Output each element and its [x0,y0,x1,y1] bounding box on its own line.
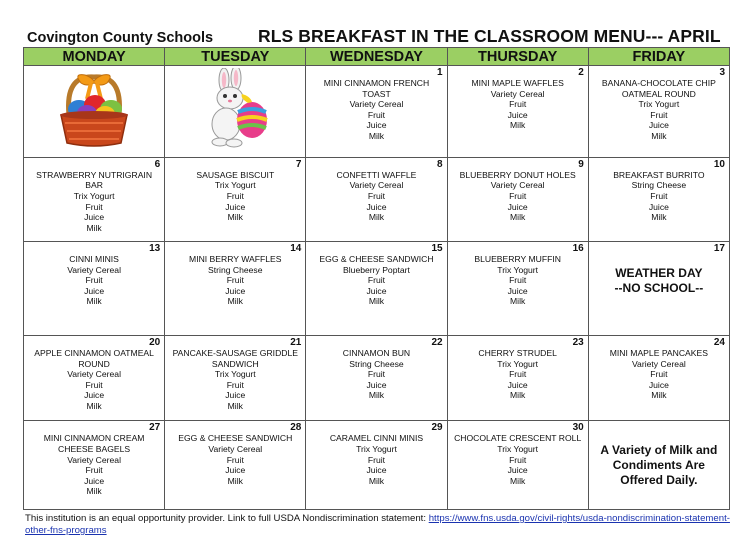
footer-text: This institution is an equal opportunity provider. Link to full USDA Nondiscrimination statement: [25,513,429,524]
menu-item: Variety Cereal [349,99,404,110]
menu-item: Fruit [226,454,244,465]
menu-item: Juice [648,201,669,212]
day-cell [306,421,447,510]
menu-item: Variety Cereal [67,369,121,380]
day-number: 15 [431,243,443,255]
menu-item: Milk [368,130,385,141]
day-cell [447,421,588,510]
menu-item: Fruit [509,99,527,110]
menu-item: Milk [368,212,385,223]
menu-items [306,421,446,486]
main-entree: SAUSAGE BISCUIT [196,169,275,180]
weekday-tuesday: TUESDAY [165,48,306,66]
menu-item: Juice [225,390,246,401]
menu-item: Milk [510,475,526,486]
day-cell [165,421,306,510]
day-cell [588,66,729,158]
day-cell [24,335,165,420]
menu-item: Fruit [85,275,103,286]
menu-item: Juice [225,285,246,296]
menu-item: Trix Yogurt [638,99,680,110]
main-entree: PANCAKE-SAUSAGE GRIDDLE SANDWICH [172,347,298,369]
day-cell [588,421,729,510]
menu-item: Trix Yogurt [356,443,397,454]
menu-item: Milk [651,390,667,401]
menu-items [448,421,588,486]
day-number: 10 [713,158,725,170]
menu-items [448,158,588,223]
main-entree: MINI BERRY WAFFLES [189,254,282,265]
menu-item: String Cheese [208,264,263,275]
menu-items [306,242,446,307]
menu-item: Fruit [367,109,386,120]
note-line: Offered Daily. [620,473,698,488]
menu-item: Juice [84,390,105,401]
weekday-monday: MONDAY [24,48,165,66]
menu-item: Fruit [367,454,386,465]
menu-item: Juice [507,379,528,390]
day-cell [165,335,306,420]
school-name: Covington County Schools [27,30,214,46]
easter-basket-image [24,66,164,149]
menu-item: Milk [86,486,102,497]
main-entree: BREAKFAST BURRITO [613,169,705,180]
menu-item: Juice [84,285,105,296]
weekday-header-row [24,48,730,66]
day-cell [165,242,306,336]
menu-item: Juice [507,109,528,120]
weather-day-notice [589,266,729,296]
menu-item: Variety Cereal [631,358,686,369]
day-number: 23 [572,336,584,348]
day-number: 1 [437,67,443,78]
menu-item: Milk [510,120,526,131]
menu-item: Variety Cereal [208,443,263,454]
menu-items [306,336,446,401]
week-row [24,157,730,241]
menu-items [24,158,164,234]
menu-items [24,242,164,307]
main-entree: BLUEBERRY MUFFIN [474,254,561,265]
main-entree: BLUEBERRY DONUT HOLES [459,169,576,180]
day-number: 14 [290,243,302,255]
menu-item: Juice [225,201,246,212]
menu-item: Fruit [509,190,527,201]
day-cell [447,335,588,420]
day-cell [306,66,447,158]
day-number: 3 [719,67,725,78]
menu-item: Milk [227,212,243,223]
menu-item: Milk [368,475,385,486]
day-cell [306,157,447,241]
notice-line: --NO SCHOOL-- [614,281,704,296]
menu-title: RLS BREAKFAST IN THE CLASSROOM MENU--- APRIL [258,26,721,46]
weekday-wednesday: WEDNESDAY [306,48,447,66]
menu-item: Trix Yogurt [497,358,539,369]
main-entree: MINI MAPLE WAFFLES [471,78,564,88]
milk-condiments-note [589,443,729,488]
main-entree: BANANA-CHOCOLATE CHIP OATMEAL ROUND [601,78,716,99]
menu-item: Milk [227,296,243,307]
main-entree: MINI CINNAMON FRENCH TOAST [323,78,430,99]
week-row [24,335,730,420]
menu-item: Variety Cereal [67,264,121,275]
menu-item: Milk [86,400,102,411]
menu-item: Fruit [85,201,103,212]
menu-item: Fruit [226,190,244,201]
menu-item: Fruit [367,369,386,380]
easter-bunny-image [165,66,305,150]
weekday-friday: FRIDAY [588,48,729,66]
menu-item: Juice [366,379,387,390]
day-cell [24,242,165,336]
day-number: 20 [149,336,161,348]
menu-item: Milk [368,390,385,401]
menu-items [448,242,588,307]
day-cell [447,157,588,241]
menu-item: Trix Yogurt [497,264,539,275]
menu-item: Juice [507,285,528,296]
menu-item: Fruit [509,454,527,465]
day-cell [306,335,447,420]
menu-items [165,336,305,412]
main-entree: CINNAMON BUN [342,347,411,358]
main-entree: CHOCOLATE CRESCENT ROLL [454,433,582,444]
menu-item: Juice [366,465,387,476]
main-entree: EGG & CHEESE SANDWICH [319,254,434,265]
menu-item: Juice [648,379,669,390]
main-entree: CARAMEL CINNI MINIS [329,433,424,444]
menu-items [589,336,729,401]
main-entree: CONFETTI WAFFLE [336,169,417,180]
main-entree: MINI CINNAMON CREAM CHEESE BAGELS [43,433,145,454]
menu-item: Milk [510,212,526,223]
menu-item: Milk [227,475,243,486]
weekday-thursday: THURSDAY [447,48,588,66]
menu-item: Trix Yogurt [497,443,539,454]
nondiscrimination-link[interactable]: https://www.fns.usda.gov/civil-rights/usda-nondiscrimination-statement-other-fns-programs [25,513,730,536]
day-number: 21 [290,336,302,348]
menu-item: Juice [648,120,669,131]
day-number: 24 [713,336,725,348]
menu-item: Milk [86,222,102,233]
menu-item: Fruit [367,275,386,286]
main-entree: EGG & CHEESE SANDWICH [178,433,293,444]
menu-items [24,336,164,412]
menu-items [24,421,164,497]
menu-item: Fruit [509,275,527,286]
menu-item: Juice [84,212,105,223]
day-cell [588,157,729,241]
menu-item: Milk [368,296,385,307]
menu-item: Juice [507,465,528,476]
main-entree: CINNI MINIS [69,254,119,265]
week-row [24,421,730,510]
day-number: 8 [437,158,443,170]
note-line: Condiments Are [612,458,705,473]
menu-item: Milk [651,130,667,141]
day-number: 28 [290,422,302,434]
easter-basket-icon [51,69,137,149]
menu-item: Juice [366,120,387,131]
day-number: 16 [572,243,584,255]
menu-item: Fruit [85,379,103,390]
day-cell [24,157,165,241]
menu-calendar [23,47,730,510]
menu-items [165,421,305,486]
menu-item: Fruit [509,369,527,380]
main-entree: CHERRY STRUDEL [478,347,557,358]
menu-items [589,158,729,223]
day-number: 17 [713,243,725,255]
menu-item: Blueberry Poptart [343,264,410,275]
menu-item: String Cheese [631,180,687,191]
day-number: 30 [572,422,584,434]
menu-item: Variety Cereal [67,454,121,465]
day-number: 2 [578,67,584,78]
menu-item: Fruit [85,465,103,476]
menu-item: Fruit [650,369,668,380]
day-cell [165,157,306,241]
menu-item: Milk [510,296,526,307]
menu-items [306,66,446,142]
menu-item: Fruit [650,109,668,120]
note-line: A Variety of Milk and [600,443,718,458]
menu-item: Milk [86,296,102,307]
day-cell [165,66,306,158]
day-number: 13 [149,243,161,255]
menu-items [589,66,729,142]
menu-item: Juice [225,465,246,476]
notice-line: WEATHER DAY [615,266,703,281]
day-number: 27 [149,422,161,434]
footer-statement [25,513,730,537]
day-number: 7 [295,158,302,170]
menu-items [448,336,588,401]
menu-items [165,158,305,223]
main-entree: MINI MAPLE PANCAKES [609,347,708,358]
menu-item: Trix Yogurt [214,180,256,191]
menu-item: Variety Cereal [349,180,404,191]
day-cell [306,242,447,336]
menu-item: Juice [366,201,387,212]
menu-item: Fruit [650,190,668,201]
menu-item: String Cheese [349,358,404,369]
menu-items [165,242,305,307]
menu-item: Milk [510,390,526,401]
menu-item: Trix Yogurt [73,190,115,201]
menu-item: Milk [227,400,243,411]
menu-item: Variety Cereal [490,180,545,191]
menu-item: Juice [84,475,105,486]
day-cell [447,66,588,158]
menu-item: Fruit [367,190,386,201]
menu-items [306,158,446,223]
day-cell [24,66,165,158]
day-cell [588,335,729,420]
easter-bunny-icon [190,68,280,150]
menu-item: Juice [507,201,528,212]
menu-item: Variety Cereal [490,88,545,99]
week-row [24,242,730,336]
menu-item: Fruit [226,275,244,286]
week-row [24,66,730,158]
menu-item: Trix Yogurt [214,369,256,380]
day-number: 22 [431,336,443,348]
day-cell [24,421,165,510]
day-number: 9 [578,158,584,170]
day-cell [588,242,729,336]
menu-item: Milk [651,212,667,223]
day-number: 6 [154,158,161,170]
main-entree: APPLE CINNAMON OATMEAL ROUND [34,347,154,369]
menu-items [448,66,588,131]
menu-item: Fruit [226,379,244,390]
day-number: 29 [431,422,443,434]
day-cell [447,242,588,336]
main-entree: STRAWBERRY NUTRIGRAIN BAR [36,169,153,191]
menu-item: Juice [366,285,387,296]
